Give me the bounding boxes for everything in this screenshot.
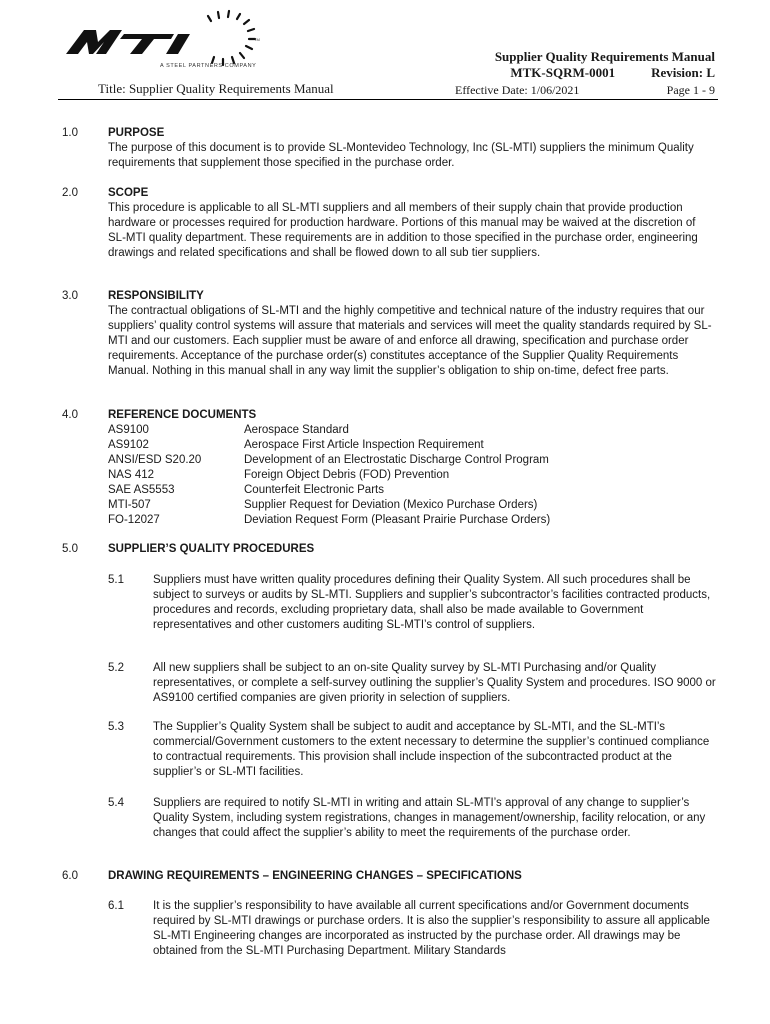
- section-content: [108, 289, 716, 379]
- document-title: Title: Supplier Quality Requirements Manual: [98, 81, 334, 96]
- reference-code: AS9102: [108, 439, 149, 451]
- section-heading: SCOPE: [108, 187, 149, 199]
- doc-number-line: [455, 65, 715, 81]
- doc-number: MTK-SQRM-0001: [510, 65, 616, 80]
- subsection-text: The Supplier’s Quality System shall be subject to audit and acceptance by SL-MTI, and the SL-MTI’s commercial/Government customers to the extent necessary to determine the supplier’s continued compliance to contractual requirements. This provision shall include inspection of the subcontracted product at the supplier’s or SL-MTI facilities.: [153, 721, 710, 778]
- section-number: 5.0: [62, 543, 78, 555]
- subsection-text: Suppliers are required to notify SL-MTI in writing and attain SL-MTI’s approval of any change to supplier’s Quality System, including system registrations, changes in management/ownership, facility relocation, or any changes that could affect the supplier’s ability to meet the requirements of the purchase order.: [153, 797, 706, 839]
- section-heading: PURPOSE: [108, 127, 165, 139]
- reference-title: Deviation Request Form (Pleasant Prairie Purchase Orders): [244, 514, 551, 526]
- subsection-number: 5.2: [108, 662, 124, 674]
- header-divider: [58, 99, 718, 100]
- svg-text:TM: TM: [254, 37, 260, 42]
- reference-title: Development of an Electrostatic Discharge Control Program: [244, 454, 549, 466]
- section-heading: DRAWING REQUIREMENTS – ENGINEERING CHANGES – SPECIFICATIONS: [108, 870, 522, 882]
- reference-row: [108, 468, 550, 483]
- reference-code: NAS 412: [108, 469, 155, 481]
- logo-tagline: A STEEL PARTNERS COMPANY: [160, 63, 257, 69]
- revision: Revision: L: [651, 65, 715, 80]
- section-content: [108, 542, 716, 557]
- reference-title: Supplier Request for Deviation (Mexico Purchase Orders): [244, 499, 538, 511]
- reference-row: [108, 438, 550, 453]
- section-number: 1.0: [62, 127, 78, 139]
- reference-title: Foreign Object Debris (FOD) Prevention: [244, 469, 450, 481]
- reference-table: [108, 423, 550, 528]
- reference-row: [108, 483, 550, 498]
- section-number: 6.0: [62, 870, 78, 882]
- manual-name: Supplier Quality Requirements Manual: [494, 49, 715, 64]
- mti-logo: [62, 8, 262, 74]
- section-number: 4.0: [62, 409, 78, 421]
- section-content: [108, 126, 716, 171]
- section-text: This procedure is applicable to all SL-MTI suppliers and all members of their supply chain that provide production hardware or processes required for production hardware. Portions of this manual may be waived at the discretion of SL-MTI quality department. These requirements are in addition to those specified in the purchase order, engineering drawings and related specifications and shall be flowed down to all sub tier suppliers.: [108, 202, 698, 259]
- subsection-text: It is the supplier’s responsibility to have available all current specifications and/or Government documents required by SL-MTI drawings or purchase orders. It is also the supplier’s responsibility to assure all applicable SL-MTI Engineering changes are incorporated as instructed by the purchase order. All drawings may be obtained from the SL-MTI Purchasing Department. Military Standards: [153, 900, 710, 957]
- section-number: 3.0: [62, 290, 78, 302]
- effective-line: [455, 82, 715, 99]
- subsection-number: 6.1: [108, 900, 124, 912]
- reference-title: Aerospace First Article Inspection Requirement: [244, 439, 484, 451]
- reference-row: [108, 513, 550, 528]
- subsection-number: 5.1: [108, 574, 124, 586]
- section-number: 2.0: [62, 187, 78, 199]
- page-number: Page 1 - 9: [666, 83, 715, 97]
- section-heading: REFERENCE DOCUMENTS: [108, 409, 257, 421]
- reference-code: FO-12027: [108, 514, 160, 526]
- reference-code: MTI-507: [108, 499, 151, 511]
- section-content: [108, 869, 716, 884]
- reference-code: AS9100: [108, 424, 149, 436]
- section-heading: RESPONSIBILITY: [108, 290, 204, 302]
- subsection-text: Suppliers must have written quality procedures defining their Quality System. All such procedures shall be subject to surveys or audits by SL-MTI. Suppliers and supplier’s subcontractor’s facilities contracted products, procedures and records, excluding proprietary data, shall also be made available to Government representatives and other customers auditing SL-MTI’s control of suppliers.: [153, 574, 711, 631]
- reference-row: [108, 423, 550, 438]
- section-text: The purpose of this document is to provide SL-Montevideo Technology, Inc (SL-MTI) suppliers the minimum Quality requirements that supplement those specified in the purchase order.: [108, 142, 694, 169]
- subsection-number: 5.4: [108, 797, 124, 809]
- reference-title: Aerospace Standard: [244, 424, 349, 436]
- subsection-number: 5.3: [108, 721, 124, 733]
- subsection-text: All new suppliers shall be subject to an on-site Quality survey by SL-MTI Purchasing and/or Quality representatives, or complete a self-survey outlining the supplier’s Quality System and procedures. ISO 9000 or AS9100 certified companies are given priority in selection of suppliers.: [153, 662, 716, 704]
- reference-code: ANSI/ESD S20.20: [108, 454, 202, 466]
- effective-date: Effective Date: 1/06/2021: [455, 83, 580, 97]
- section-content: [108, 186, 716, 261]
- header-info: [455, 49, 715, 99]
- reference-code: SAE AS5553: [108, 484, 175, 496]
- section-text: The contractual obligations of SL-MTI and the highly competitive and technical nature of the industry requires that our suppliers’ quality control systems will assure that materials and services will meet the quality standards required by SL-MTI and our customers. Each supplier must be aware of and enforce all drawing, specification and purchase order requirements. Acceptance of the purchase order(s) constitutes acceptance of the Supplier Quality Requirements Manual. Nothing in this manual shall in any way limit the supplier’s obligation to ship on-time, defect free parts.: [108, 305, 712, 377]
- section-heading: SUPPLIER’S QUALITY PROCEDURES: [108, 543, 315, 555]
- reference-row: [108, 453, 550, 468]
- reference-title: Counterfeit Electronic Parts: [244, 484, 384, 496]
- section-content: [108, 408, 716, 528]
- reference-row: [108, 498, 550, 513]
